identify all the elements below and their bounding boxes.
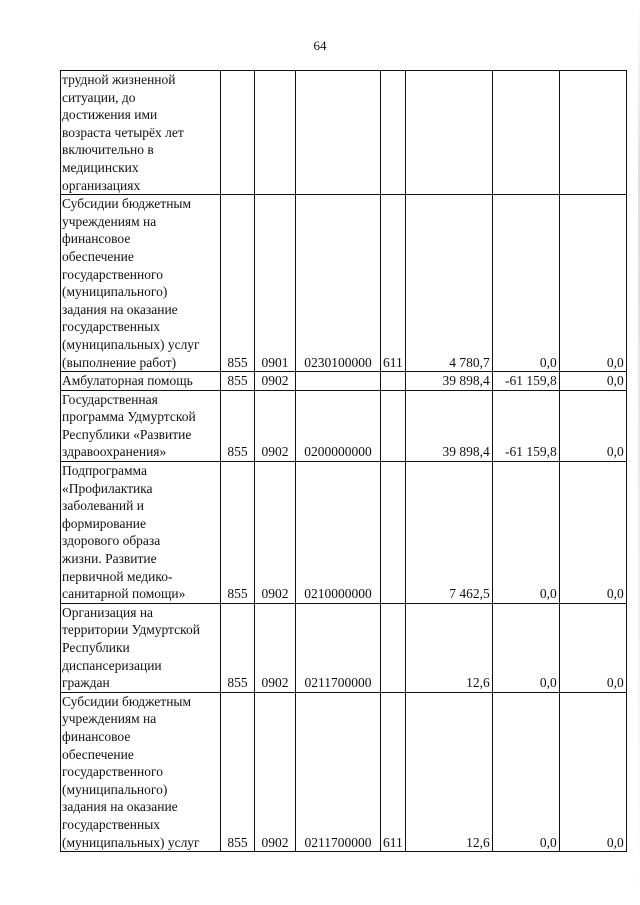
expense-type-cell — [381, 372, 406, 391]
amount-1-cell: 7 462,5 — [405, 462, 492, 604]
table-row — [61, 372, 627, 391]
amount-2-cell: 0,0 — [492, 603, 559, 692]
amount-2-cell: -61 159,8 — [492, 390, 559, 461]
target-article-cell — [296, 372, 381, 391]
section-code-cell: 0902 — [255, 692, 296, 851]
amount-2-cell: -61 159,8 — [492, 372, 559, 391]
amount-3-cell: 0,0 — [559, 603, 626, 692]
section-code-cell: 0902 — [255, 372, 296, 391]
ved-code-cell — [221, 71, 255, 195]
amount-3-cell: 0,0 — [559, 390, 626, 461]
amount-3-cell: 0,0 — [559, 692, 626, 851]
row-name-cell: Подпрограмма «Профилактика заболеваний и формирование здорового образа жизни. Развитие первичной медико- санитарной помощи» — [61, 462, 221, 604]
ved-code-cell: 855 — [221, 692, 255, 851]
amount-3-cell: 0,0 — [559, 372, 626, 391]
budget-table — [60, 70, 627, 852]
target-article-cell — [296, 71, 381, 195]
row-name-cell: Субсидии бюджетным учреждениям на финансовое обеспечение государственного (муниципального) задания на оказание государственных (муниципальных) услуг — [61, 692, 221, 851]
expense-type-cell: 611 — [381, 195, 406, 372]
section-code-cell: 0902 — [255, 603, 296, 692]
table-row — [61, 462, 627, 604]
expense-type-cell — [381, 462, 406, 604]
target-article-cell: 0211700000 — [296, 603, 381, 692]
amount-1-cell: 12,6 — [405, 603, 492, 692]
ved-code-cell: 855 — [221, 603, 255, 692]
amount-3-cell: 0,0 — [559, 195, 626, 372]
amount-2-cell — [492, 71, 559, 195]
ved-code-cell: 855 — [221, 372, 255, 391]
page-number: 64 — [313, 38, 327, 53]
target-article-cell: 0230100000 — [296, 195, 381, 372]
ved-code-cell: 855 — [221, 390, 255, 461]
amount-3-cell — [559, 71, 626, 195]
amount-1-cell — [405, 71, 492, 195]
amount-3-cell: 0,0 — [559, 462, 626, 604]
row-name-cell: трудной жизненной ситуации, до достижения ими возраста четырёх лет включительно в медицинских организациях — [61, 71, 221, 195]
target-article-cell: 0210000000 — [296, 462, 381, 604]
expense-type-cell: 611 — [381, 692, 406, 851]
table-row — [61, 603, 627, 692]
amount-1-cell: 4 780,7 — [405, 195, 492, 372]
amount-2-cell: 0,0 — [492, 195, 559, 372]
section-code-cell: 0902 — [255, 390, 296, 461]
amount-2-cell: 0,0 — [492, 692, 559, 851]
row-name-cell: Субсидии бюджетным учреждениям на финансовое обеспечение государственного (муниципального) задания на оказание государственных (муниципальных) услуг (выполнение работ) — [61, 195, 221, 372]
table-row — [61, 71, 627, 195]
amount-2-cell: 0,0 — [492, 462, 559, 604]
row-name-cell: Амбулаторная помощь — [61, 372, 221, 391]
expense-type-cell — [381, 603, 406, 692]
section-code-cell: 0901 — [255, 195, 296, 372]
ved-code-cell: 855 — [221, 195, 255, 372]
expense-type-cell — [381, 71, 406, 195]
table-row — [61, 692, 627, 851]
ved-code-cell: 855 — [221, 462, 255, 604]
row-name-cell: Организация на территории Удмуртской Республики диспансеризации граждан — [61, 603, 221, 692]
amount-1-cell: 12,6 — [405, 692, 492, 851]
target-article-cell: 0211700000 — [296, 692, 381, 851]
table-row — [61, 390, 627, 461]
amount-1-cell: 39 898,4 — [405, 390, 492, 461]
expense-type-cell — [381, 390, 406, 461]
section-code-cell: 0902 — [255, 462, 296, 604]
row-name-cell: Государственная программа Удмуртской Республики «Развитие здравоохранения» — [61, 390, 221, 461]
section-code-cell — [255, 71, 296, 195]
target-article-cell: 0200000000 — [296, 390, 381, 461]
table-row — [61, 195, 627, 372]
amount-1-cell: 39 898,4 — [405, 372, 492, 391]
